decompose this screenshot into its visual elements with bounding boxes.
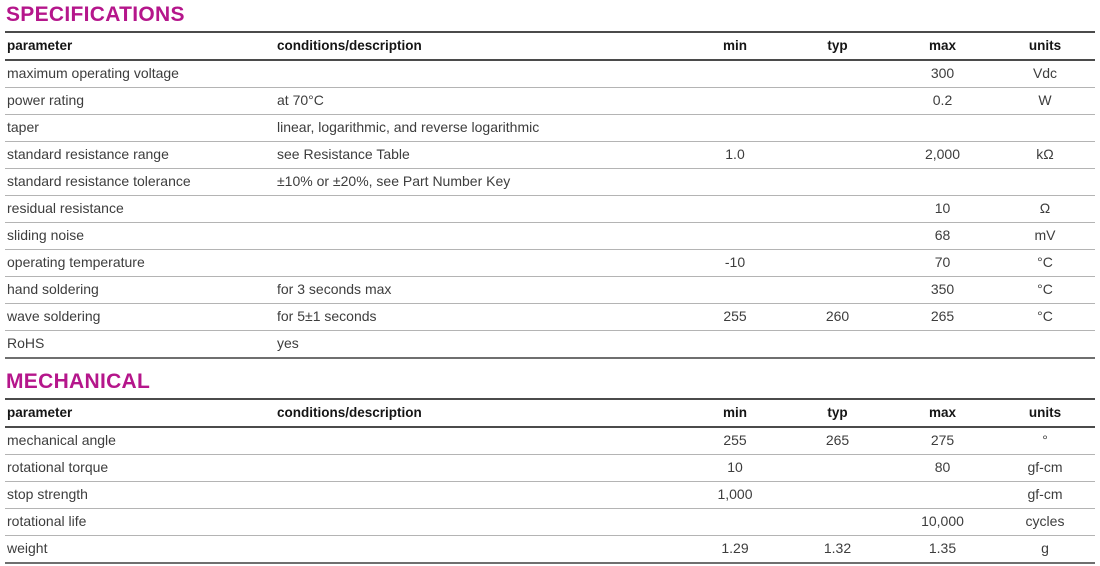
typ-cell [785, 509, 890, 536]
header-row [5, 32, 1095, 60]
parameter-cell: RoHS [5, 331, 275, 359]
column-header-conditions-description: conditions/description [275, 399, 685, 427]
column-header-units: units [995, 399, 1095, 427]
parameter-cell: weight [5, 536, 275, 564]
units-cell: Ω [995, 196, 1095, 223]
min-cell [685, 60, 785, 88]
section-title-specifications: SPECIFICATIONS [6, 3, 185, 26]
column-header-min: min [685, 399, 785, 427]
conditions-description-cell: for 3 seconds max [275, 277, 685, 304]
parameter-cell: sliding noise [5, 223, 275, 250]
max-cell [890, 115, 995, 142]
conditions-description-cell [275, 482, 685, 509]
max-cell: 10,000 [890, 509, 995, 536]
parameter-cell: wave soldering [5, 304, 275, 331]
table-row [5, 223, 1095, 250]
typ-cell [785, 277, 890, 304]
table-row [5, 196, 1095, 223]
conditions-description-cell [275, 250, 685, 277]
units-cell: cycles [995, 509, 1095, 536]
max-cell: 10 [890, 196, 995, 223]
typ-cell [785, 250, 890, 277]
parameter-cell: operating temperature [5, 250, 275, 277]
conditions-description-cell [275, 455, 685, 482]
conditions-description-cell [275, 223, 685, 250]
section-mechanical [5, 367, 1095, 564]
section-title-mechanical: MECHANICAL [6, 370, 151, 393]
column-header-conditions-description: conditions/description [275, 32, 685, 60]
min-cell [685, 331, 785, 359]
conditions-description-cell [275, 196, 685, 223]
table-body [5, 427, 1095, 563]
table-row [5, 142, 1095, 169]
table-row [5, 115, 1095, 142]
column-header-typ: typ [785, 399, 890, 427]
table-row [5, 250, 1095, 277]
max-cell: 350 [890, 277, 995, 304]
table-header [5, 399, 1095, 427]
units-cell [995, 331, 1095, 359]
parameter-cell: rotational torque [5, 455, 275, 482]
typ-cell [785, 223, 890, 250]
units-cell: g [995, 536, 1095, 564]
table-body [5, 60, 1095, 358]
min-cell [685, 196, 785, 223]
min-cell [685, 169, 785, 196]
min-cell: 255 [685, 427, 785, 455]
units-cell [995, 115, 1095, 142]
min-cell: -10 [685, 250, 785, 277]
table-row [5, 88, 1095, 115]
max-cell: 68 [890, 223, 995, 250]
min-cell: 1,000 [685, 482, 785, 509]
column-header-parameter: parameter [5, 32, 275, 60]
column-header-typ: typ [785, 32, 890, 60]
min-cell [685, 277, 785, 304]
max-cell: 265 [890, 304, 995, 331]
max-cell [890, 331, 995, 359]
units-cell: °C [995, 250, 1095, 277]
column-header-min: min [685, 32, 785, 60]
typ-cell [785, 142, 890, 169]
min-cell: 10 [685, 455, 785, 482]
parameter-cell: residual resistance [5, 196, 275, 223]
column-header-units: units [995, 32, 1095, 60]
column-header-max: max [890, 399, 995, 427]
typ-cell [785, 169, 890, 196]
typ-cell: 1.32 [785, 536, 890, 564]
units-cell: °C [995, 277, 1095, 304]
min-cell: 255 [685, 304, 785, 331]
typ-cell [785, 60, 890, 88]
table-row [5, 509, 1095, 536]
section-specifications [5, 0, 1095, 359]
table-row [5, 482, 1095, 509]
conditions-description-cell [275, 509, 685, 536]
typ-cell [785, 455, 890, 482]
units-cell: gf-cm [995, 482, 1095, 509]
units-cell: kΩ [995, 142, 1095, 169]
units-cell: Vdc [995, 60, 1095, 88]
typ-cell [785, 88, 890, 115]
min-cell [685, 88, 785, 115]
parameter-cell: rotational life [5, 509, 275, 536]
conditions-description-cell: for 5±1 seconds [275, 304, 685, 331]
min-cell [685, 115, 785, 142]
table-row [5, 427, 1095, 455]
typ-cell: 265 [785, 427, 890, 455]
min-cell: 1.0 [685, 142, 785, 169]
max-cell: 300 [890, 60, 995, 88]
max-cell [890, 482, 995, 509]
max-cell: 70 [890, 250, 995, 277]
conditions-description-cell [275, 427, 685, 455]
parameter-cell: stop strength [5, 482, 275, 509]
max-cell: 0.2 [890, 88, 995, 115]
parameter-cell: power rating [5, 88, 275, 115]
parameter-cell: maximum operating voltage [5, 60, 275, 88]
conditions-description-cell: at 70°C [275, 88, 685, 115]
units-cell: mV [995, 223, 1095, 250]
table-row [5, 455, 1095, 482]
parameter-cell: hand soldering [5, 277, 275, 304]
column-header-max: max [890, 32, 995, 60]
table-row [5, 169, 1095, 196]
units-cell: W [995, 88, 1095, 115]
table-row [5, 536, 1095, 564]
max-cell: 275 [890, 427, 995, 455]
typ-cell [785, 482, 890, 509]
conditions-description-cell: ±10% or ±20%, see Part Number Key [275, 169, 685, 196]
table-row [5, 304, 1095, 331]
spec-table [5, 398, 1095, 564]
parameter-cell: taper [5, 115, 275, 142]
table-row [5, 277, 1095, 304]
units-cell: ° [995, 427, 1095, 455]
max-cell: 1.35 [890, 536, 995, 564]
typ-cell [785, 115, 890, 142]
typ-cell [785, 331, 890, 359]
max-cell: 2,000 [890, 142, 995, 169]
units-cell: gf-cm [995, 455, 1095, 482]
min-cell [685, 509, 785, 536]
typ-cell: 260 [785, 304, 890, 331]
max-cell [890, 169, 995, 196]
min-cell: 1.29 [685, 536, 785, 564]
conditions-description-cell: yes [275, 331, 685, 359]
table-row [5, 60, 1095, 88]
typ-cell [785, 196, 890, 223]
table-row [5, 331, 1095, 359]
table-header [5, 32, 1095, 60]
conditions-description-cell: see Resistance Table [275, 142, 685, 169]
conditions-description-cell [275, 536, 685, 564]
parameter-cell: standard resistance tolerance [5, 169, 275, 196]
units-cell [995, 169, 1095, 196]
parameter-cell: standard resistance range [5, 142, 275, 169]
max-cell: 80 [890, 455, 995, 482]
parameter-cell: mechanical angle [5, 427, 275, 455]
units-cell: °C [995, 304, 1095, 331]
conditions-description-cell: linear, logarithmic, and reverse logarithmic [275, 115, 685, 142]
column-header-parameter: parameter [5, 399, 275, 427]
spec-table [5, 31, 1095, 359]
conditions-description-cell [275, 60, 685, 88]
min-cell [685, 223, 785, 250]
header-row [5, 399, 1095, 427]
